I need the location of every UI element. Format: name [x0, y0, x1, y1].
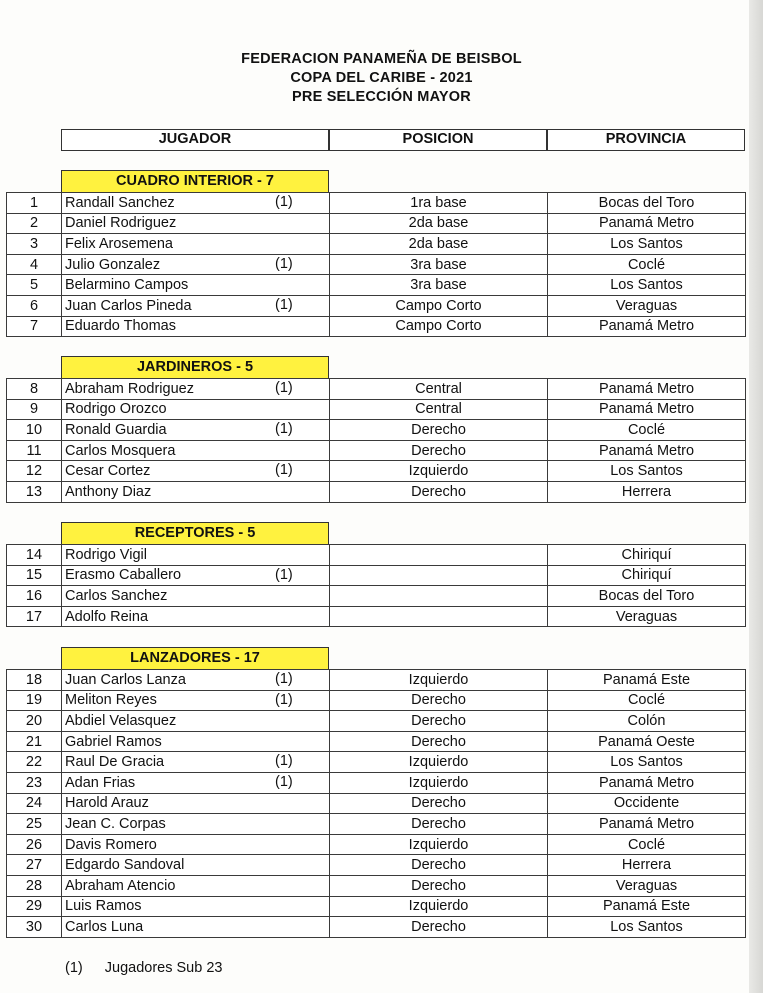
player-cell: [62, 545, 330, 566]
player-cell: [62, 254, 330, 275]
selection-title: PRE SELECCIÓN MAYOR: [292, 89, 471, 105]
player-name: Luis Ramos: [65, 898, 142, 915]
province-cell: Chiriquí: [548, 565, 746, 586]
player-name: Abraham Atencio: [65, 877, 176, 894]
player-name: Rodrigo Vigil: [65, 546, 147, 563]
row-number: 6: [7, 295, 62, 316]
table-row: [7, 420, 746, 441]
sub23-flag: (1): [275, 380, 293, 396]
row-number: 24: [7, 793, 62, 814]
page-edge-shadow: [749, 0, 763, 993]
player-name: Anthony Diaz: [65, 483, 152, 500]
position-cell: Derecho: [330, 711, 548, 732]
position-cell: 3ra base: [330, 254, 548, 275]
section-title-infield: CUADRO INTERIOR - 7: [61, 170, 329, 192]
row-number: 4: [7, 254, 62, 275]
table-row: [7, 586, 746, 607]
footnote-text: Jugadores Sub 23: [104, 960, 223, 976]
player-name: Cesar Cortez: [65, 463, 151, 480]
sub23-flag: (1): [275, 421, 293, 438]
province-cell: Panamá Metro: [548, 814, 746, 835]
player-name: Ronald Guardia: [65, 421, 167, 438]
province-cell: Chiriquí: [548, 545, 746, 566]
row-number: 20: [7, 711, 62, 732]
province-cell: Coclé: [548, 420, 746, 441]
row-number: 9: [7, 399, 62, 420]
footnote-mark: (1): [65, 960, 83, 976]
player-cell: [62, 481, 330, 502]
province-cell: Los Santos: [548, 275, 746, 296]
row-number: 16: [7, 586, 62, 607]
player-cell: [62, 875, 330, 896]
player-name: Gabriel Ramos: [65, 733, 162, 750]
player-name: Davis Romero: [65, 836, 157, 853]
player-name: Meliton Reyes: [65, 692, 157, 709]
row-number: 15: [7, 565, 62, 586]
province-cell: Herrera: [548, 481, 746, 502]
table-row: [7, 545, 746, 566]
province-cell: Panamá Metro: [548, 213, 746, 234]
table-row: [7, 461, 746, 482]
position-cell: Izquierdo: [330, 461, 548, 482]
sub23-flag: (1): [275, 773, 293, 790]
table-row: [7, 606, 746, 627]
player-name: Julio Gonzalez: [65, 256, 161, 273]
section-title-catchers: RECEPTORES - 5: [61, 522, 329, 544]
player-name: Rodrigo Orozco: [65, 401, 167, 418]
table-row: [7, 711, 746, 732]
position-cell: [330, 545, 548, 566]
row-number: 27: [7, 855, 62, 876]
sub23-flag: (1): [275, 671, 293, 687]
row-number: 21: [7, 731, 62, 752]
row-number: 3: [7, 234, 62, 255]
player-cell: [62, 731, 330, 752]
section-title-outfielders: JARDINEROS - 5: [61, 356, 329, 378]
column-header-player: JUGADOR: [61, 129, 329, 151]
player-cell: [62, 752, 330, 773]
table-row: [7, 731, 746, 752]
player-cell: [62, 814, 330, 835]
sub23-flag: (1): [275, 462, 293, 479]
row-number: 14: [7, 545, 62, 566]
player-cell: [62, 193, 330, 214]
row-number: 5: [7, 275, 62, 296]
table-row: [7, 399, 746, 420]
table-row: [7, 752, 746, 773]
province-cell: Los Santos: [548, 917, 746, 938]
province-cell: Panamá Metro: [548, 399, 746, 420]
position-cell: Campo Corto: [330, 316, 548, 337]
position-cell: Derecho: [330, 731, 548, 752]
row-number: 7: [7, 316, 62, 337]
province-cell: Los Santos: [548, 461, 746, 482]
player-name: Adolfo Reina: [65, 608, 149, 625]
province-cell: Panamá Este: [548, 896, 746, 917]
province-cell: Veraguas: [548, 606, 746, 627]
table-row: [7, 193, 746, 214]
section-title-pitchers: LANZADORES - 17: [61, 647, 329, 669]
sub23-flag: (1): [275, 194, 293, 210]
player-cell: [62, 711, 330, 732]
row-number: 17: [7, 606, 62, 627]
table-row: [7, 234, 746, 255]
position-cell: Derecho: [330, 420, 548, 441]
player-cell: [62, 316, 330, 337]
table-row: [7, 295, 746, 316]
player-name: Raul De Gracia: [65, 754, 165, 771]
player-cell: [62, 793, 330, 814]
province-cell: Los Santos: [548, 234, 746, 255]
table-row: [7, 896, 746, 917]
position-cell: Central: [330, 399, 548, 420]
player-name: Harold Arauz: [65, 795, 149, 812]
position-cell: [330, 586, 548, 607]
position-cell: Derecho: [330, 875, 548, 896]
province-cell: Los Santos: [548, 752, 746, 773]
roster-table-catchers: [6, 544, 746, 627]
row-number: 10: [7, 420, 62, 441]
table-row: [7, 855, 746, 876]
player-cell: [62, 834, 330, 855]
sub23-flag: (1): [275, 566, 293, 583]
player-cell: [62, 606, 330, 627]
position-cell: Izquierdo: [330, 834, 548, 855]
position-cell: Derecho: [330, 481, 548, 502]
player-name: Adan Frias: [65, 774, 136, 791]
position-cell: Derecho: [330, 690, 548, 711]
table-row: [7, 917, 746, 938]
player-cell: [62, 670, 330, 691]
row-number: 11: [7, 440, 62, 461]
province-cell: Panamá Este: [548, 670, 746, 691]
position-cell: Derecho: [330, 814, 548, 835]
player-cell: [62, 379, 330, 400]
position-cell: [330, 565, 548, 586]
position-cell: 2da base: [330, 234, 548, 255]
row-number: 13: [7, 481, 62, 502]
position-cell: Izquierdo: [330, 772, 548, 793]
player-cell: [62, 855, 330, 876]
player-name: Abdiel Velasquez: [65, 712, 177, 729]
player-cell: [62, 399, 330, 420]
player-cell: [62, 772, 330, 793]
position-cell: Derecho: [330, 855, 548, 876]
position-cell: Izquierdo: [330, 670, 548, 691]
table-row: [7, 772, 746, 793]
player-cell: [62, 275, 330, 296]
player-name: Carlos Sanchez: [65, 587, 168, 604]
player-cell: [62, 896, 330, 917]
province-cell: Bocas del Toro: [548, 586, 746, 607]
tournament-title: COPA DEL CARIBE - 2021: [290, 70, 473, 86]
position-cell: 3ra base: [330, 275, 548, 296]
roster-table-infield: [6, 192, 746, 337]
province-cell: Panamá Metro: [548, 772, 746, 793]
player-cell: [62, 690, 330, 711]
row-number: 1: [7, 193, 62, 214]
row-number: 22: [7, 752, 62, 773]
province-cell: Panamá Metro: [548, 440, 746, 461]
province-cell: Panamá Oeste: [548, 731, 746, 752]
player-name: Felix Arosemena: [65, 235, 173, 252]
player-cell: [62, 420, 330, 441]
federation-title: FEDERACION PANAMEÑA DE BEISBOL: [241, 51, 522, 67]
position-cell: Derecho: [330, 917, 548, 938]
province-cell: Veraguas: [548, 295, 746, 316]
row-number: 2: [7, 213, 62, 234]
position-cell: Derecho: [330, 440, 548, 461]
row-number: 26: [7, 834, 62, 855]
column-header-province: PROVINCIA: [547, 129, 745, 151]
player-name: Eduardo Thomas: [65, 318, 176, 335]
player-cell: [62, 565, 330, 586]
table-row: [7, 254, 746, 275]
row-number: 19: [7, 690, 62, 711]
province-cell: Occidente: [548, 793, 746, 814]
province-cell: Coclé: [548, 254, 746, 275]
player-name: Carlos Mosquera: [65, 442, 176, 459]
table-row: [7, 875, 746, 896]
table-row: [7, 690, 746, 711]
position-cell: Izquierdo: [330, 896, 548, 917]
table-row: [7, 440, 746, 461]
position-cell: Central: [330, 379, 548, 400]
roster-table-pitchers: [6, 669, 746, 938]
row-number: 23: [7, 772, 62, 793]
province-cell: Colón: [548, 711, 746, 732]
position-cell: Izquierdo: [330, 752, 548, 773]
position-cell: 1ra base: [330, 193, 548, 214]
player-cell: [62, 440, 330, 461]
row-number: 29: [7, 896, 62, 917]
province-cell: Coclé: [548, 690, 746, 711]
row-number: 25: [7, 814, 62, 835]
table-row: [7, 481, 746, 502]
table-row: [7, 213, 746, 234]
player-name: Belarmino Campos: [65, 277, 189, 294]
player-name: Juan Carlos Pineda: [65, 297, 192, 314]
player-cell: [62, 234, 330, 255]
sub23-flag: (1): [275, 753, 293, 770]
player-cell: [62, 213, 330, 234]
table-row: [7, 316, 746, 337]
player-cell: [62, 461, 330, 482]
player-cell: [62, 586, 330, 607]
table-row: [7, 379, 746, 400]
table-row: [7, 565, 746, 586]
player-name: Abraham Rodriguez: [65, 380, 194, 397]
table-row: [7, 834, 746, 855]
position-cell: Derecho: [330, 793, 548, 814]
sub23-flag: (1): [275, 691, 293, 708]
player-name: Randall Sanchez: [65, 194, 175, 211]
sub23-flag: (1): [275, 255, 293, 272]
row-number: 12: [7, 461, 62, 482]
row-number: 18: [7, 670, 62, 691]
table-row: [7, 275, 746, 296]
player-cell: [62, 917, 330, 938]
row-number: 8: [7, 379, 62, 400]
player-name: Carlos Luna: [65, 918, 144, 935]
player-cell: [62, 295, 330, 316]
player-name: Juan Carlos Lanza: [65, 671, 186, 688]
sub23-flag: (1): [275, 296, 293, 313]
footnote: [65, 960, 222, 976]
table-row: [7, 793, 746, 814]
province-cell: Herrera: [548, 855, 746, 876]
player-name: Erasmo Caballero: [65, 567, 182, 584]
player-name: Jean C. Corpas: [65, 815, 166, 832]
province-cell: Panamá Metro: [548, 316, 746, 337]
position-cell: [330, 606, 548, 627]
row-number: 30: [7, 917, 62, 938]
column-header-position: POSICION: [329, 129, 547, 151]
row-number: 28: [7, 875, 62, 896]
position-cell: 2da base: [330, 213, 548, 234]
player-name: Daniel Rodriguez: [65, 215, 177, 232]
province-cell: Coclé: [548, 834, 746, 855]
table-row: [7, 814, 746, 835]
position-cell: Campo Corto: [330, 295, 548, 316]
province-cell: Veraguas: [548, 875, 746, 896]
province-cell: Bocas del Toro: [548, 193, 746, 214]
roster-table-outfielders: [6, 378, 746, 503]
table-row: [7, 670, 746, 691]
province-cell: Panamá Metro: [548, 379, 746, 400]
player-name: Edgardo Sandoval: [65, 857, 185, 874]
